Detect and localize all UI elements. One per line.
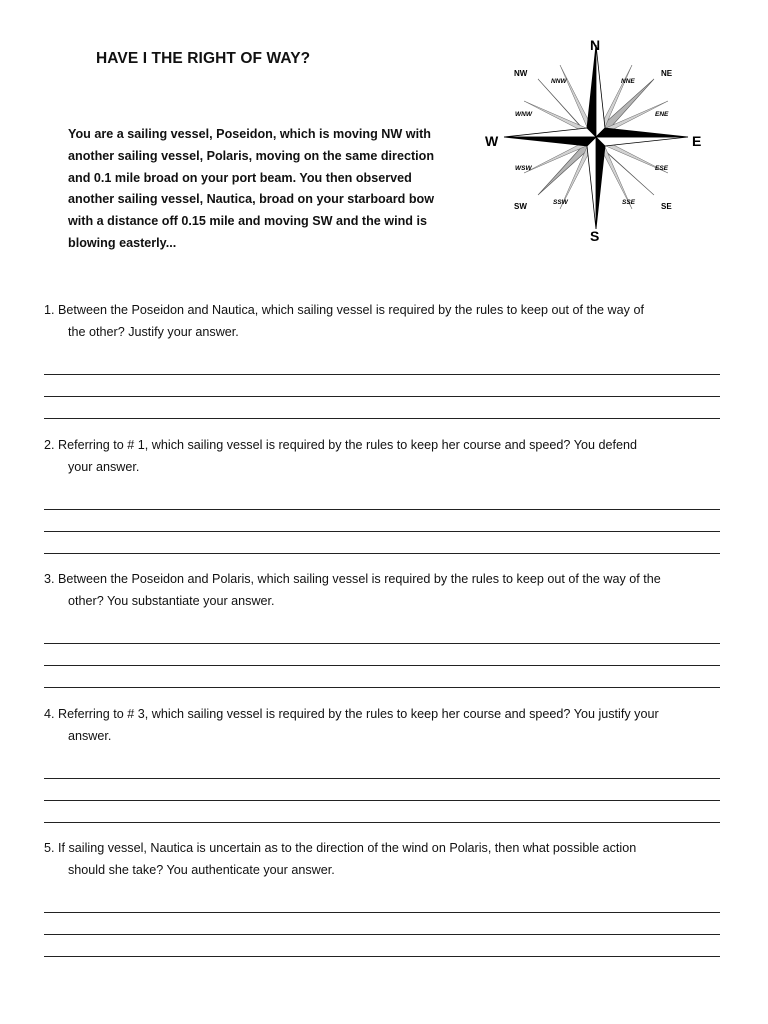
question-text-continued: the other? Justify your answer. xyxy=(68,325,239,340)
answer-line[interactable] xyxy=(44,553,720,554)
answer-line[interactable] xyxy=(44,822,720,823)
question-text: 1. Between the Poseidon and Nautica, which sailing vessel is required by the rules to keep out of the way of xyxy=(44,303,644,317)
scenario-paragraph: You are a sailing vessel, Poseidon, which is moving NW with another sailing vessel, Polaris, moving on the same direction and 0.1 mile broad on your port beam. You then observed another sailing vessel, Nautica, broad on your starboard bow with a distance off 0.15 mile and moving SW and the wind is blowing easterly... xyxy=(68,127,435,250)
compass-rose-icon xyxy=(478,34,718,246)
compass-label-nne: NNE xyxy=(621,78,635,85)
compass-label-n: N xyxy=(590,37,601,53)
question-text-continued: answer. xyxy=(68,729,112,744)
compass-label-se: SE xyxy=(661,202,672,211)
question-text-continued: other? You substantiate your answer. xyxy=(68,594,275,609)
compass-label-ssw: SSW xyxy=(553,199,568,206)
compass-label-sse: SSE xyxy=(622,199,636,206)
answer-line[interactable] xyxy=(44,956,720,957)
compass-label-ese: ESE xyxy=(655,165,669,172)
compass-label-sw: SW xyxy=(514,202,527,211)
answer-line[interactable] xyxy=(44,643,720,644)
question-3 xyxy=(44,568,734,613)
answer-line[interactable] xyxy=(44,800,720,801)
compass-label-w: W xyxy=(485,133,499,149)
answer-line[interactable] xyxy=(44,509,720,510)
question-text: 5. If sailing vessel, Nautica is uncertain as to the direction of the wind on Polaris, then what possible action xyxy=(44,841,637,855)
question-text: 4. Referring to # 3, which sailing vessel is required by the rules to keep her course and speed? You justify your xyxy=(44,707,659,721)
question-text-continued: should she take? You authenticate your answer. xyxy=(68,863,335,878)
compass-rose xyxy=(478,34,718,246)
answer-line[interactable] xyxy=(44,374,720,375)
compass-label-ene: ENE xyxy=(655,111,669,118)
question-text: 2. Referring to # 1, which sailing vessel is required by the rules to keep her course and speed? You defend xyxy=(44,438,637,452)
question-5 xyxy=(44,837,734,882)
compass-label-wsw: WSW xyxy=(515,165,532,172)
compass-label-wnw: WNW xyxy=(515,111,532,118)
answer-line[interactable] xyxy=(44,934,720,935)
compass-label-nnw: NNW xyxy=(551,78,567,85)
question-2 xyxy=(44,434,734,479)
compass-label-s: S xyxy=(590,228,600,244)
compass-label-ne: NE xyxy=(661,69,673,78)
question-1 xyxy=(44,299,734,344)
question-text-continued: your answer. xyxy=(68,460,140,475)
question-4 xyxy=(44,703,734,748)
question-text: 3. Between the Poseidon and Polaris, which sailing vessel is required by the rules to keep out of the way of the xyxy=(44,572,661,586)
answer-line[interactable] xyxy=(44,778,720,779)
answer-line[interactable] xyxy=(44,912,720,913)
compass-label-e: E xyxy=(692,133,702,149)
page-title: HAVE I THE RIGHT OF WAY? xyxy=(96,50,311,67)
answer-line[interactable] xyxy=(44,531,720,532)
answer-line[interactable] xyxy=(44,418,720,419)
answer-line[interactable] xyxy=(44,665,720,666)
answer-line[interactable] xyxy=(44,396,720,397)
compass-label-nw: NW xyxy=(514,69,528,78)
answer-line[interactable] xyxy=(44,687,720,688)
